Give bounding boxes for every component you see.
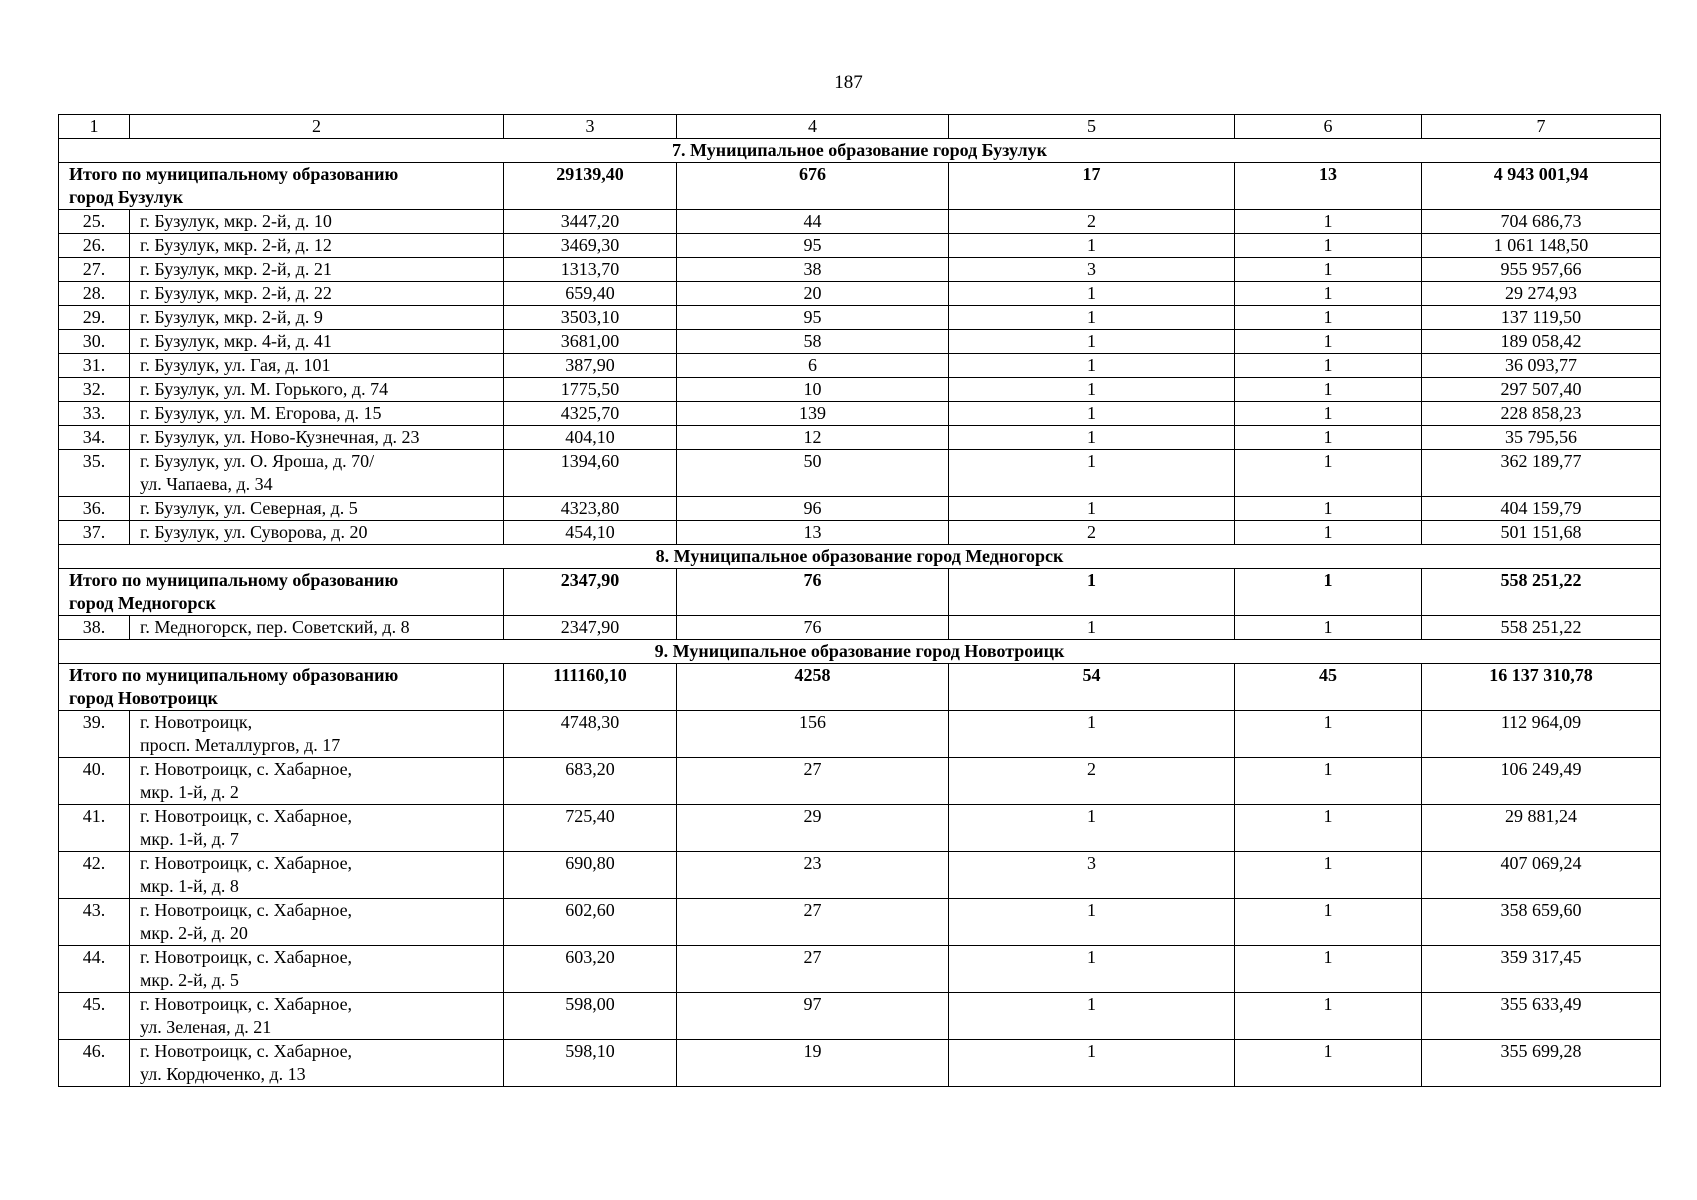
section-total-row <box>59 664 1661 711</box>
cell-c6: 1 <box>1235 899 1422 946</box>
address-line: г. Бузулук, мкр. 2-й, д. 22 <box>140 283 332 303</box>
address-cell <box>130 234 504 258</box>
address-line: г. Бузулук, мкр. 2-й, д. 10 <box>140 211 332 231</box>
page-number: 187 <box>834 72 863 93</box>
cell-c7: 35 795,56 <box>1422 426 1661 450</box>
address-line: мкр. 2-й, д. 20 <box>140 923 248 943</box>
cell-c6: 1 <box>1235 282 1422 306</box>
cell-c6: 1 <box>1235 946 1422 993</box>
cell-c3: 1313,70 <box>504 258 677 282</box>
total-c4: 4258 <box>677 664 949 711</box>
cell-c3: 4325,70 <box>504 402 677 426</box>
table-row <box>59 282 1661 306</box>
cell-c4: 58 <box>677 330 949 354</box>
table-row <box>59 805 1661 852</box>
cell-c6: 1 <box>1235 711 1422 758</box>
cell-c7: 36 093,77 <box>1422 354 1661 378</box>
address-line: г. Новотроицк, с. Хабарное, <box>140 1041 353 1061</box>
column-number-cell: 7 <box>1422 115 1661 139</box>
column-number-cell: 6 <box>1235 115 1422 139</box>
cell-c5: 2 <box>949 758 1235 805</box>
row-number: 33. <box>59 402 130 426</box>
address-line: мкр. 2-й, д. 5 <box>140 970 239 990</box>
address-cell <box>130 852 504 899</box>
cell-c4: 12 <box>677 426 949 450</box>
cell-c6: 1 <box>1235 852 1422 899</box>
table-row <box>59 210 1661 234</box>
row-number: 41. <box>59 805 130 852</box>
cell-c3: 1394,60 <box>504 450 677 497</box>
cell-c5: 1 <box>949 497 1235 521</box>
row-number: 39. <box>59 711 130 758</box>
row-number: 42. <box>59 852 130 899</box>
row-number: 36. <box>59 497 130 521</box>
cell-c7: 955 957,66 <box>1422 258 1661 282</box>
address-cell <box>130 402 504 426</box>
total-c6: 13 <box>1235 163 1422 210</box>
cell-c3: 1775,50 <box>504 378 677 402</box>
cell-c4: 96 <box>677 497 949 521</box>
cell-c7: 704 686,73 <box>1422 210 1661 234</box>
row-number: 26. <box>59 234 130 258</box>
total-c5: 54 <box>949 664 1235 711</box>
cell-c4: 19 <box>677 1040 949 1087</box>
cell-c5: 1 <box>949 402 1235 426</box>
address-cell <box>130 210 504 234</box>
cell-c6: 1 <box>1235 616 1422 640</box>
cell-c6: 1 <box>1235 497 1422 521</box>
address-cell <box>130 258 504 282</box>
cell-c3: 598,00 <box>504 993 677 1040</box>
address-line: г. Новотроицк, с. Хабарное, <box>140 806 353 826</box>
address-line: г. Новотроицк, с. Хабарное, <box>140 853 353 873</box>
address-cell <box>130 805 504 852</box>
cell-c4: 20 <box>677 282 949 306</box>
register-table <box>58 114 1661 1087</box>
table-row <box>59 852 1661 899</box>
cell-c7: 297 507,40 <box>1422 378 1661 402</box>
row-number: 46. <box>59 1040 130 1087</box>
table-row <box>59 234 1661 258</box>
cell-c6: 1 <box>1235 521 1422 545</box>
cell-c3: 2347,90 <box>504 616 677 640</box>
table-row <box>59 521 1661 545</box>
cell-c6: 1 <box>1235 758 1422 805</box>
cell-c4: 6 <box>677 354 949 378</box>
total-c3: 111160,10 <box>504 664 677 711</box>
column-number-cell: 1 <box>59 115 130 139</box>
row-number: 32. <box>59 378 130 402</box>
cell-c3: 602,60 <box>504 899 677 946</box>
cell-c5: 1 <box>949 354 1235 378</box>
cell-c3: 404,10 <box>504 426 677 450</box>
cell-c7: 407 069,24 <box>1422 852 1661 899</box>
cell-c7: 29 881,24 <box>1422 805 1661 852</box>
address-line: г. Новотроицк, с. Хабарное, <box>140 994 353 1014</box>
table-row <box>59 993 1661 1040</box>
cell-c4: 27 <box>677 946 949 993</box>
address-line: г. Бузулук, ул. Суворова, д. 20 <box>140 522 368 542</box>
address-cell <box>130 426 504 450</box>
section-title: 7. Муниципальное образование город Бузулук <box>59 139 1661 163</box>
cell-c4: 156 <box>677 711 949 758</box>
address-line: ул. Кордюченко, д. 13 <box>140 1064 306 1084</box>
row-number: 37. <box>59 521 130 545</box>
total-c5: 17 <box>949 163 1235 210</box>
cell-c4: 13 <box>677 521 949 545</box>
cell-c4: 139 <box>677 402 949 426</box>
cell-c6: 1 <box>1235 993 1422 1040</box>
cell-c5: 1 <box>949 993 1235 1040</box>
address-line: г. Бузулук, мкр. 2-й, д. 12 <box>140 235 332 255</box>
cell-c3: 3503,10 <box>504 306 677 330</box>
cell-c3: 4323,80 <box>504 497 677 521</box>
total-label-line: Итого по муниципальному образованию <box>69 164 399 184</box>
total-c3: 2347,90 <box>504 569 677 616</box>
address-line: г. Бузулук, ул. Северная, д. 5 <box>140 498 358 518</box>
table-row <box>59 402 1661 426</box>
row-number: 35. <box>59 450 130 497</box>
address-line: г. Бузулук, ул. Ново-Кузнечная, д. 23 <box>140 427 420 447</box>
section-title-row <box>59 640 1661 664</box>
address-line: г. Новотроицк, с. Хабарное, <box>140 947 353 967</box>
section-total-row <box>59 569 1661 616</box>
column-number-cell: 5 <box>949 115 1235 139</box>
address-line: просп. Металлургов, д. 17 <box>140 735 341 755</box>
address-line: г. Бузулук, ул. О. Яроша, д. 70/ <box>140 451 375 471</box>
address-line: г. Бузулук, ул. М. Егорова, д. 15 <box>140 403 382 423</box>
table-row <box>59 899 1661 946</box>
address-cell <box>130 306 504 330</box>
cell-c5: 1 <box>949 282 1235 306</box>
cell-c5: 3 <box>949 258 1235 282</box>
row-number: 43. <box>59 899 130 946</box>
table-row <box>59 258 1661 282</box>
address-line: г. Новотроицк, <box>140 712 253 732</box>
row-number: 44. <box>59 946 130 993</box>
address-cell <box>130 521 504 545</box>
row-number: 31. <box>59 354 130 378</box>
cell-c3: 690,80 <box>504 852 677 899</box>
address-line: г. Бузулук, ул. М. Горького, д. 74 <box>140 379 389 399</box>
address-line: ул. Зеленая, д. 21 <box>140 1017 272 1037</box>
cell-c7: 106 249,49 <box>1422 758 1661 805</box>
cell-c5: 1 <box>949 306 1235 330</box>
section-total-row <box>59 163 1661 210</box>
total-label <box>59 569 504 616</box>
total-label-line: город Новотроицк <box>69 688 218 708</box>
cell-c6: 1 <box>1235 354 1422 378</box>
cell-c7: 112 964,09 <box>1422 711 1661 758</box>
cell-c3: 3681,00 <box>504 330 677 354</box>
address-cell <box>130 282 504 306</box>
table-row <box>59 711 1661 758</box>
cell-c4: 27 <box>677 899 949 946</box>
cell-c7: 404 159,79 <box>1422 497 1661 521</box>
cell-c4: 76 <box>677 616 949 640</box>
total-c7: 558 251,22 <box>1422 569 1661 616</box>
address-cell <box>130 616 504 640</box>
address-line: г. Бузулук, мкр. 2-й, д. 9 <box>140 307 323 327</box>
cell-c6: 1 <box>1235 805 1422 852</box>
cell-c5: 1 <box>949 805 1235 852</box>
cell-c5: 1 <box>949 330 1235 354</box>
address-cell <box>130 354 504 378</box>
total-label <box>59 664 504 711</box>
cell-c6: 1 <box>1235 426 1422 450</box>
table-row <box>59 354 1661 378</box>
table-row <box>59 946 1661 993</box>
cell-c7: 228 858,23 <box>1422 402 1661 426</box>
section-title-row <box>59 139 1661 163</box>
cell-c4: 10 <box>677 378 949 402</box>
total-label-line: Итого по муниципальному образованию <box>69 570 399 590</box>
row-number: 29. <box>59 306 130 330</box>
cell-c5: 1 <box>949 234 1235 258</box>
cell-c7: 29 274,93 <box>1422 282 1661 306</box>
total-c5: 1 <box>949 569 1235 616</box>
cell-c3: 603,20 <box>504 946 677 993</box>
cell-c4: 95 <box>677 306 949 330</box>
section-title: 9. Муниципальное образование город Новотроицк <box>59 640 1661 664</box>
table-row <box>59 758 1661 805</box>
total-c6: 1 <box>1235 569 1422 616</box>
cell-c3: 4748,30 <box>504 711 677 758</box>
column-number-cell: 2 <box>130 115 504 139</box>
cell-c6: 1 <box>1235 330 1422 354</box>
cell-c4: 27 <box>677 758 949 805</box>
total-label-line: Итого по муниципальному образованию <box>69 665 399 685</box>
cell-c3: 598,10 <box>504 1040 677 1087</box>
cell-c7: 1 061 148,50 <box>1422 234 1661 258</box>
cell-c5: 1 <box>949 711 1235 758</box>
cell-c7: 355 699,28 <box>1422 1040 1661 1087</box>
total-c6: 45 <box>1235 664 1422 711</box>
cell-c5: 2 <box>949 521 1235 545</box>
row-number: 45. <box>59 993 130 1040</box>
cell-c6: 1 <box>1235 450 1422 497</box>
register-table-body <box>59 115 1661 1087</box>
total-label <box>59 163 504 210</box>
cell-c7: 558 251,22 <box>1422 616 1661 640</box>
total-c4: 676 <box>677 163 949 210</box>
cell-c6: 1 <box>1235 306 1422 330</box>
table-row <box>59 306 1661 330</box>
row-number: 27. <box>59 258 130 282</box>
cell-c4: 23 <box>677 852 949 899</box>
cell-c4: 97 <box>677 993 949 1040</box>
cell-c6: 1 <box>1235 378 1422 402</box>
total-c7: 4 943 001,94 <box>1422 163 1661 210</box>
cell-c7: 501 151,68 <box>1422 521 1661 545</box>
address-line: мкр. 1-й, д. 8 <box>140 876 239 896</box>
column-number-row <box>59 115 1661 139</box>
table-row <box>59 330 1661 354</box>
table-row <box>59 450 1661 497</box>
section-title: 8. Муниципальное образование город Медногорск <box>59 545 1661 569</box>
address-line: г. Бузулук, ул. Гая, д. 101 <box>140 355 331 375</box>
cell-c5: 1 <box>949 616 1235 640</box>
cell-c3: 3469,30 <box>504 234 677 258</box>
address-line: г. Новотроицк, с. Хабарное, <box>140 900 353 920</box>
row-number: 40. <box>59 758 130 805</box>
cell-c5: 1 <box>949 426 1235 450</box>
cell-c3: 454,10 <box>504 521 677 545</box>
cell-c4: 50 <box>677 450 949 497</box>
address-cell <box>130 758 504 805</box>
address-line: г. Новотроицк, с. Хабарное, <box>140 759 353 779</box>
cell-c4: 95 <box>677 234 949 258</box>
column-number-cell: 3 <box>504 115 677 139</box>
total-c4: 76 <box>677 569 949 616</box>
cell-c3: 3447,20 <box>504 210 677 234</box>
cell-c5: 1 <box>949 946 1235 993</box>
address-cell <box>130 1040 504 1087</box>
row-number: 38. <box>59 616 130 640</box>
cell-c4: 38 <box>677 258 949 282</box>
address-line: г. Медногорск, пер. Советский, д. 8 <box>140 617 410 637</box>
address-line: мкр. 1-й, д. 2 <box>140 782 239 802</box>
cell-c7: 189 058,42 <box>1422 330 1661 354</box>
address-cell <box>130 711 504 758</box>
table-row <box>59 426 1661 450</box>
table-row <box>59 497 1661 521</box>
total-c7: 16 137 310,78 <box>1422 664 1661 711</box>
row-number: 28. <box>59 282 130 306</box>
row-number: 34. <box>59 426 130 450</box>
total-c3: 29139,40 <box>504 163 677 210</box>
table-row <box>59 616 1661 640</box>
table-row <box>59 1040 1661 1087</box>
cell-c7: 359 317,45 <box>1422 946 1661 993</box>
cell-c5: 1 <box>949 378 1235 402</box>
cell-c4: 29 <box>677 805 949 852</box>
address-line: г. Бузулук, мкр. 2-й, д. 21 <box>140 259 332 279</box>
cell-c7: 137 119,50 <box>1422 306 1661 330</box>
cell-c5: 1 <box>949 1040 1235 1087</box>
address-cell <box>130 450 504 497</box>
section-title-row <box>59 545 1661 569</box>
address-cell <box>130 993 504 1040</box>
cell-c5: 1 <box>949 899 1235 946</box>
cell-c5: 1 <box>949 450 1235 497</box>
cell-c5: 3 <box>949 852 1235 899</box>
cell-c3: 387,90 <box>504 354 677 378</box>
table-row <box>59 378 1661 402</box>
column-number-cell: 4 <box>677 115 949 139</box>
row-number: 30. <box>59 330 130 354</box>
total-label-line: город Бузулук <box>69 187 184 207</box>
address-cell <box>130 497 504 521</box>
cell-c4: 44 <box>677 210 949 234</box>
address-cell <box>130 899 504 946</box>
address-line: ул. Чапаева, д. 34 <box>140 474 273 494</box>
row-number: 25. <box>59 210 130 234</box>
cell-c7: 355 633,49 <box>1422 993 1661 1040</box>
address-line: мкр. 1-й, д. 7 <box>140 829 239 849</box>
cell-c7: 362 189,77 <box>1422 450 1661 497</box>
cell-c6: 1 <box>1235 210 1422 234</box>
address-cell <box>130 946 504 993</box>
total-label-line: город Медногорск <box>69 593 216 613</box>
cell-c6: 1 <box>1235 234 1422 258</box>
address-cell <box>130 378 504 402</box>
cell-c3: 725,40 <box>504 805 677 852</box>
cell-c5: 2 <box>949 210 1235 234</box>
cell-c6: 1 <box>1235 402 1422 426</box>
cell-c6: 1 <box>1235 1040 1422 1087</box>
address-line: г. Бузулук, мкр. 4-й, д. 41 <box>140 331 332 351</box>
cell-c3: 659,40 <box>504 282 677 306</box>
address-cell <box>130 330 504 354</box>
cell-c7: 358 659,60 <box>1422 899 1661 946</box>
cell-c3: 683,20 <box>504 758 677 805</box>
cell-c6: 1 <box>1235 258 1422 282</box>
